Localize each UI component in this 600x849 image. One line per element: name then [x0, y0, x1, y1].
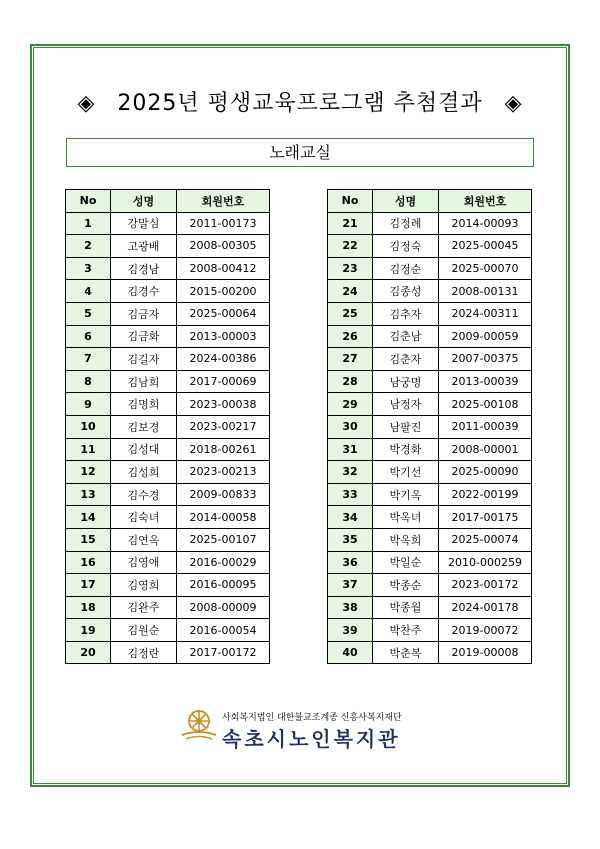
- cell-name: 김경수: [111, 280, 177, 303]
- cell-no: 33: [328, 483, 373, 506]
- cell-name: 김종성: [373, 280, 439, 303]
- cell-member-id: 2023-00038: [177, 393, 270, 416]
- cell-member-id: 2016-00095: [177, 574, 270, 597]
- dharma-wheel-icon: [180, 707, 218, 743]
- roster-table-left: [65, 189, 270, 664]
- cell-no: 22: [328, 235, 373, 258]
- cell-name: 김숙녀: [111, 506, 177, 529]
- table-row: [328, 483, 532, 506]
- cell-name: 김경남: [111, 257, 177, 280]
- cell-no: 10: [66, 415, 111, 438]
- table-row: [328, 212, 532, 235]
- cell-member-id: 2025-00074: [439, 528, 532, 551]
- table-row: [328, 348, 532, 371]
- table-row: [328, 641, 532, 664]
- table-row: [66, 280, 270, 303]
- cell-name: 김춘남: [373, 325, 439, 348]
- cell-no: 7: [66, 348, 111, 371]
- cell-member-id: 2025-00107: [177, 528, 270, 551]
- cell-name: 김영애: [111, 551, 177, 574]
- cell-name: 박종월: [373, 596, 439, 619]
- page-title: [30, 86, 570, 117]
- cell-name: 김수경: [111, 483, 177, 506]
- table-header-row: [66, 190, 270, 213]
- table-row: [328, 461, 532, 484]
- table-row: [66, 325, 270, 348]
- cell-no: 25: [328, 302, 373, 325]
- cell-no: 11: [66, 438, 111, 461]
- table-row: [66, 370, 270, 393]
- cell-no: 17: [66, 574, 111, 597]
- cell-no: 18: [66, 596, 111, 619]
- cell-no: 2: [66, 235, 111, 258]
- table-header-row: [328, 190, 532, 213]
- cell-name: 박경화: [373, 438, 439, 461]
- cell-name: 남팔진: [373, 415, 439, 438]
- cell-name: 김명희: [111, 393, 177, 416]
- cell-name: 김연옥: [111, 528, 177, 551]
- cell-name: 박종순: [373, 574, 439, 597]
- cell-name: 박춘복: [373, 641, 439, 664]
- cell-no: 32: [328, 461, 373, 484]
- cell-member-id: 2017-00069: [177, 370, 270, 393]
- cell-member-id: 2008-00131: [439, 280, 532, 303]
- cell-member-id: 2025-00108: [439, 393, 532, 416]
- table-row: [328, 574, 532, 597]
- cell-member-id: 2015-00200: [177, 280, 270, 303]
- cell-no: 9: [66, 393, 111, 416]
- cell-member-id: 2013-00003: [177, 325, 270, 348]
- table-row: [66, 438, 270, 461]
- cell-name: 김정란: [111, 641, 177, 664]
- table-row: [66, 596, 270, 619]
- cell-no: 21: [328, 212, 373, 235]
- cell-no: 31: [328, 438, 373, 461]
- roster-table-right: [327, 189, 532, 664]
- cell-no: 35: [328, 528, 373, 551]
- cell-member-id: 2014-00093: [439, 212, 532, 235]
- cell-member-id: 2013-00039: [439, 370, 532, 393]
- cell-member-id: 2016-00054: [177, 619, 270, 642]
- cell-member-id: 2024-00311: [439, 302, 532, 325]
- cell-member-id: 2023-00217: [177, 415, 270, 438]
- table-row: [66, 212, 270, 235]
- cell-name: 김추자: [373, 302, 439, 325]
- table-row: [66, 483, 270, 506]
- cell-no: 39: [328, 619, 373, 642]
- cell-member-id: 2024-00178: [439, 596, 532, 619]
- cell-name: 김춘자: [373, 348, 439, 371]
- cell-member-id: 2007-00375: [439, 348, 532, 371]
- cell-member-id: 2016-00029: [177, 551, 270, 574]
- cell-name: 김남희: [111, 370, 177, 393]
- table-row: [328, 596, 532, 619]
- cell-name: 박찬주: [373, 619, 439, 642]
- roster-body-right: [328, 212, 532, 664]
- cell-member-id: 2008-00305: [177, 235, 270, 258]
- cell-no: 40: [328, 641, 373, 664]
- cell-name: 김원순: [111, 619, 177, 642]
- cell-member-id: 2017-00172: [177, 641, 270, 664]
- cell-no: 26: [328, 325, 373, 348]
- cell-no: 13: [66, 483, 111, 506]
- cell-member-id: 2019-00008: [439, 641, 532, 664]
- table-row: [328, 370, 532, 393]
- cell-no: 38: [328, 596, 373, 619]
- cell-name: 박기옥: [373, 483, 439, 506]
- cell-no: 8: [66, 370, 111, 393]
- footer-institution-name: 속초시노인복지관: [222, 727, 401, 751]
- header-name: 성명: [373, 190, 439, 213]
- cell-no: 29: [328, 393, 373, 416]
- cell-member-id: 2008-00001: [439, 438, 532, 461]
- cell-no: 34: [328, 506, 373, 529]
- cell-member-id: 2025-00090: [439, 461, 532, 484]
- cell-member-id: 2008-00412: [177, 257, 270, 280]
- cell-member-id: 2025-00070: [439, 257, 532, 280]
- table-row: [66, 506, 270, 529]
- cell-name: 박기선: [373, 461, 439, 484]
- cell-member-id: 2025-00045: [439, 235, 532, 258]
- table-row: [66, 302, 270, 325]
- cell-name: 김보경: [111, 415, 177, 438]
- header-no: No: [66, 190, 111, 213]
- cell-name: 김성희: [111, 461, 177, 484]
- table-row: [66, 348, 270, 371]
- header-member-id: 회원번호: [177, 190, 270, 213]
- cell-name: 김길자: [111, 348, 177, 371]
- table-row: [328, 280, 532, 303]
- header-no: No: [328, 190, 373, 213]
- table-row: [66, 574, 270, 597]
- header-member-id: 회원번호: [439, 190, 532, 213]
- cell-name: 박옥녀: [373, 506, 439, 529]
- cell-member-id: 2018-00261: [177, 438, 270, 461]
- table-row: [328, 325, 532, 348]
- cell-no: 36: [328, 551, 373, 574]
- diamond-right-icon: ◈: [504, 91, 523, 116]
- cell-no: 19: [66, 619, 111, 642]
- class-name-box: 노래교실: [66, 138, 534, 167]
- cell-no: 27: [328, 348, 373, 371]
- table-row: [66, 551, 270, 574]
- cell-member-id: 2019-00072: [439, 619, 532, 642]
- cell-member-id: 2011-00039: [439, 415, 532, 438]
- cell-member-id: 2014-00058: [177, 506, 270, 529]
- cell-no: 1: [66, 212, 111, 235]
- table-row: [66, 619, 270, 642]
- table-row: [328, 619, 532, 642]
- cell-no: 6: [66, 325, 111, 348]
- cell-no: 12: [66, 461, 111, 484]
- cell-name: 강말심: [111, 212, 177, 235]
- cell-member-id: 2011-00173: [177, 212, 270, 235]
- cell-name: 남정자: [373, 393, 439, 416]
- page-title-text: 2025년 평생교육프로그램 추첨결과: [117, 91, 483, 116]
- header-name: 성명: [111, 190, 177, 213]
- cell-no: 24: [328, 280, 373, 303]
- cell-no: 28: [328, 370, 373, 393]
- table-row: [328, 302, 532, 325]
- table-row: [66, 528, 270, 551]
- cell-name: 김정순: [373, 257, 439, 280]
- cell-no: 15: [66, 528, 111, 551]
- cell-no: 3: [66, 257, 111, 280]
- table-row: [328, 506, 532, 529]
- cell-name: 고광배: [111, 235, 177, 258]
- cell-member-id: 2010-000259: [439, 551, 532, 574]
- table-row: [328, 235, 532, 258]
- roster-body-left: [66, 212, 270, 664]
- cell-no: 14: [66, 506, 111, 529]
- cell-member-id: 2008-00009: [177, 596, 270, 619]
- cell-no: 20: [66, 641, 111, 664]
- table-row: [66, 641, 270, 664]
- cell-no: 16: [66, 551, 111, 574]
- cell-name: 김금화: [111, 325, 177, 348]
- cell-member-id: 2025-00064: [177, 302, 270, 325]
- table-row: [66, 415, 270, 438]
- table-row: [66, 393, 270, 416]
- cell-name: 김정례: [373, 212, 439, 235]
- table-row: [328, 257, 532, 280]
- cell-no: 5: [66, 302, 111, 325]
- cell-member-id: 2023-00213: [177, 461, 270, 484]
- cell-no: 30: [328, 415, 373, 438]
- cell-no: 23: [328, 257, 373, 280]
- cell-name: 박일순: [373, 551, 439, 574]
- cell-name: 김성대: [111, 438, 177, 461]
- cell-member-id: 2022-00199: [439, 483, 532, 506]
- cell-name: 김금자: [111, 302, 177, 325]
- cell-member-id: 2017-00175: [439, 506, 532, 529]
- cell-name: 남궁명: [373, 370, 439, 393]
- table-row: [328, 438, 532, 461]
- cell-no: 37: [328, 574, 373, 597]
- table-row: [328, 415, 532, 438]
- cell-member-id: 2023-00172: [439, 574, 532, 597]
- cell-name: 박옥희: [373, 528, 439, 551]
- cell-member-id: 2009-00833: [177, 483, 270, 506]
- footer-organization: 사회복지법인 대한불교조계종 신흥사복지재단: [222, 713, 402, 723]
- diamond-left-icon: ◈: [77, 91, 96, 116]
- table-row: [66, 257, 270, 280]
- table-row: [66, 461, 270, 484]
- table-row: [328, 528, 532, 551]
- cell-member-id: 2024-00386: [177, 348, 270, 371]
- cell-no: 4: [66, 280, 111, 303]
- cell-name: 김정숙: [373, 235, 439, 258]
- table-row: [328, 551, 532, 574]
- table-row: [66, 235, 270, 258]
- cell-name: 김영희: [111, 574, 177, 597]
- cell-name: 김완주: [111, 596, 177, 619]
- table-row: [328, 393, 532, 416]
- cell-member-id: 2009-00059: [439, 325, 532, 348]
